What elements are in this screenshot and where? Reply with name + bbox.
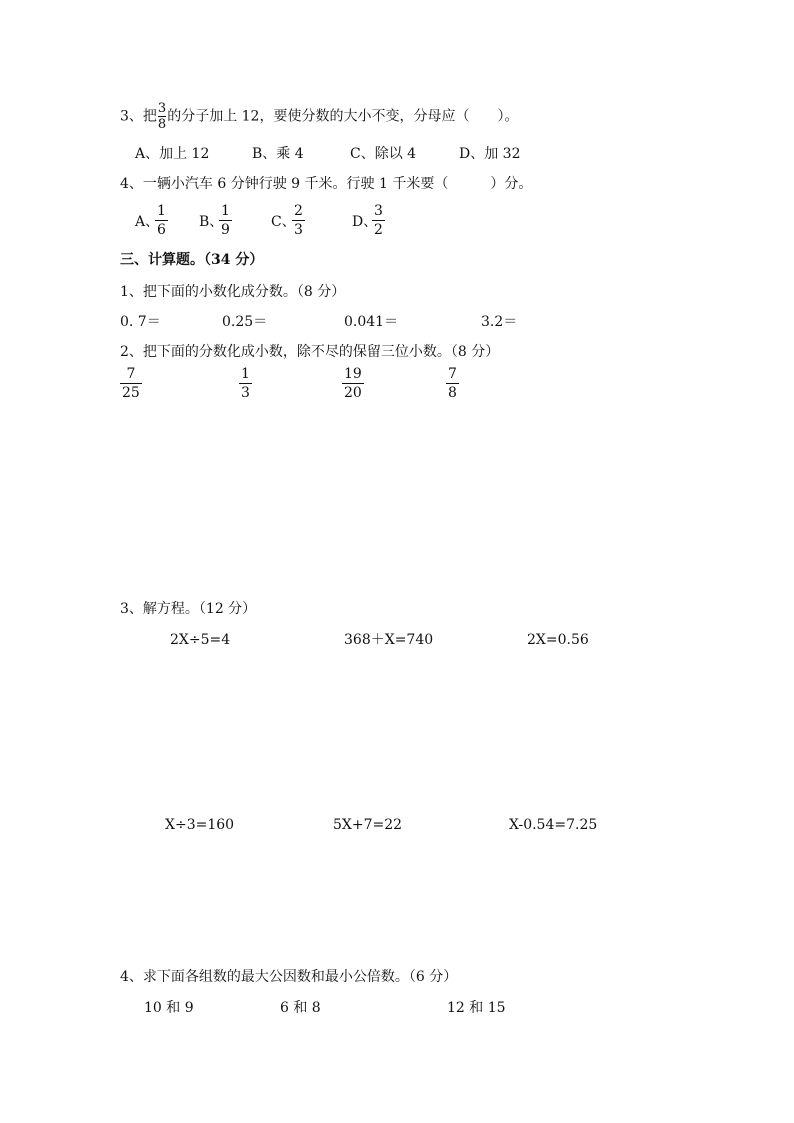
equation-1: 2X÷5=4	[170, 632, 231, 648]
q3-option-c: C、除以 4	[350, 146, 417, 162]
q4-option-b-fraction: $\frac{1}{9}$	[221, 203, 230, 238]
p2-fraction-4: $\frac{7}{8}$	[448, 366, 457, 401]
part-4-title: 4、求下面各组数的最大公因数和最小公倍数。（6 分）	[120, 969, 458, 985]
q3-option-d: D、加 32	[459, 146, 521, 162]
q3-option-b: B、乘 4	[252, 146, 304, 162]
q4-option-d-letter: D、	[352, 214, 378, 230]
p1-item-1: 0. 7＝	[120, 314, 161, 330]
q4-option-d-fraction: $\frac{3}{2}$	[374, 203, 383, 238]
section-3-title: 三、计算题。（34 分）	[120, 252, 264, 268]
p2-fraction-1: $\frac{7}{25}$	[122, 366, 140, 401]
equation-4: X÷3=160	[165, 817, 235, 833]
p4-item-3: 12 和 15	[447, 1000, 506, 1016]
equation-3: 2X=0.56	[527, 632, 589, 648]
q4-option-c-letter: C、	[271, 214, 296, 230]
p1-item-3: 0.041＝	[344, 314, 399, 330]
p1-item-2: 0.25＝	[222, 314, 268, 330]
equation-5: 5X+7=22	[333, 817, 403, 833]
p2-fraction-2: $\frac{1}{3}$	[241, 366, 250, 401]
p4-item-2: 6 和 8	[280, 1000, 321, 1016]
q4-option-c-fraction: $\frac{2}{3}$	[294, 203, 303, 238]
question-3	[120, 102, 518, 131]
part-2-title: 2、把下面的分数化成小数，除不尽的保留三位小数。（8 分）	[120, 344, 500, 360]
p2-fraction-3: $\frac{19}{20}$	[344, 366, 362, 401]
q3-option-a: A、加上 12	[135, 146, 210, 162]
q4-option-a-letter: A、	[135, 214, 160, 230]
p1-item-4: 3.2＝	[481, 314, 518, 330]
q4-option-b-letter: B、	[199, 214, 224, 230]
question-3-prefix: 3、把	[120, 108, 157, 125]
q4-option-a-fraction: $\frac{1}{6}$	[157, 203, 166, 238]
equation-2: 368＋X=740	[344, 632, 434, 648]
p4-item-1: 10 和 9	[144, 1000, 194, 1016]
equation-6: X-0.54=7.25	[509, 817, 598, 833]
question-3-suffix: 的分子加上 12，要使分数的大小不变，分母应（ ）。	[167, 108, 519, 125]
part-1-title: 1、把下面的小数化成分数。（8 分）	[120, 284, 346, 300]
question-4: 4、一辆小汽车 6 分钟行驶 9 千米。行驶 1 千米要（ ）分。	[120, 176, 533, 192]
question-3-fraction: $\frac{3}{8}$	[157, 101, 167, 132]
part-3-title: 3、解方程。（12 分）	[120, 601, 257, 617]
